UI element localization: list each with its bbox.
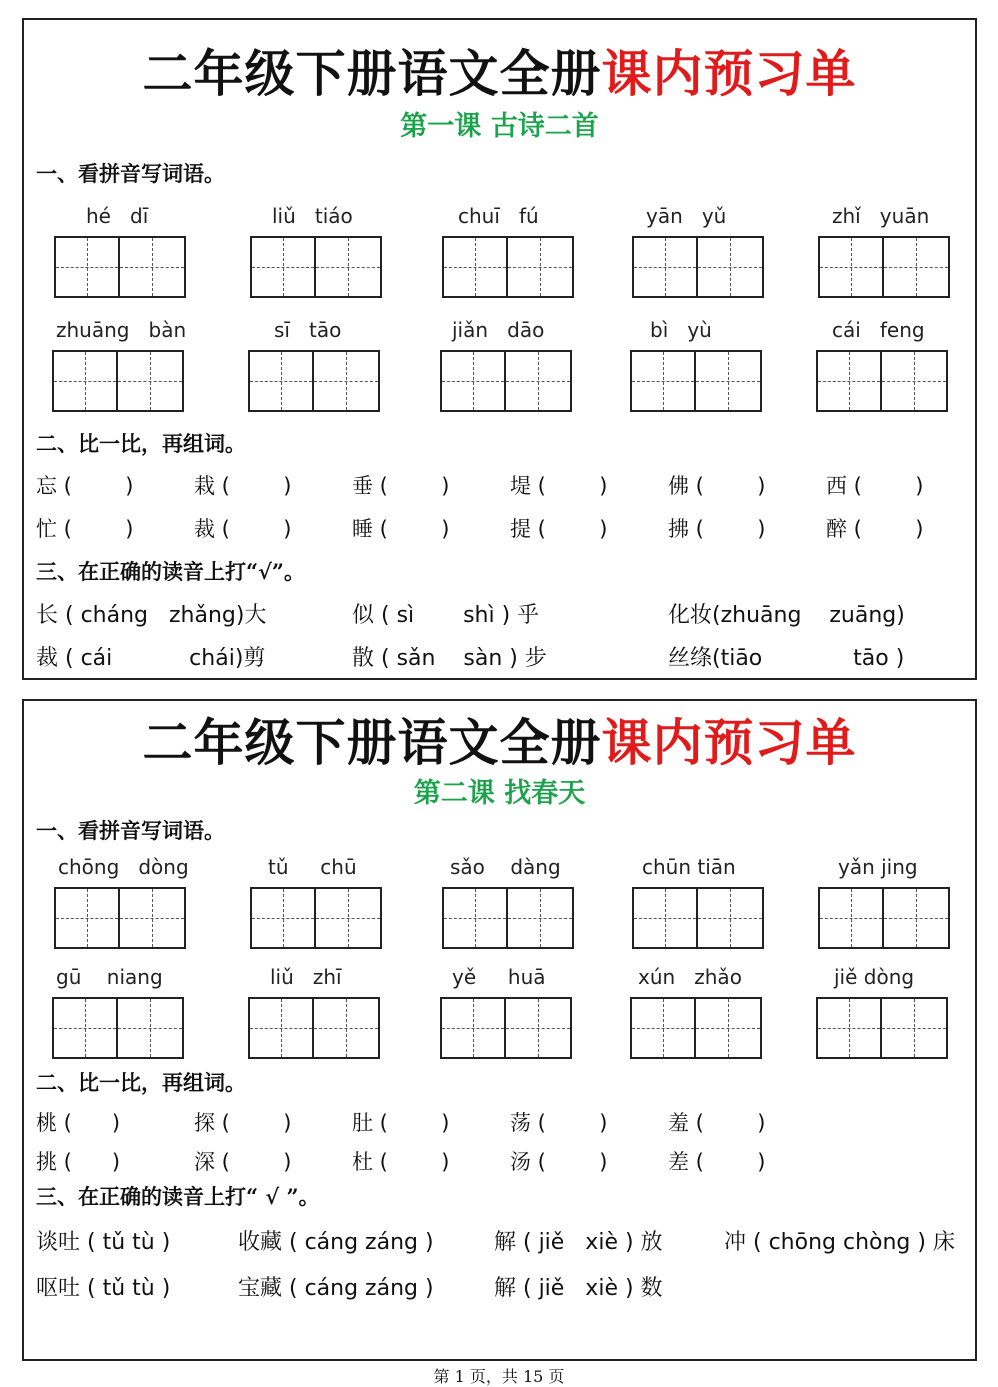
- title-red: 课内预习单: [601, 44, 857, 103]
- compare-item: 垂 ( ): [352, 474, 450, 498]
- writing-box[interactable]: [248, 997, 314, 1059]
- writing-box[interactable]: [314, 997, 380, 1059]
- word-cell: [250, 855, 386, 949]
- writing-box[interactable]: [882, 997, 948, 1059]
- writing-box[interactable]: [698, 236, 764, 298]
- lesson-card-2: [22, 699, 977, 1361]
- writing-box[interactable]: [884, 236, 950, 298]
- compare-item: 探 ( ): [194, 1111, 292, 1135]
- compare-item: 佛 ( ): [668, 474, 766, 498]
- word-cell: [52, 318, 188, 412]
- pinyin-label: chūn tiān: [642, 855, 736, 879]
- page-footer: 第 1 页，共 15 页: [433, 1367, 565, 1386]
- writing-box[interactable]: [696, 350, 762, 412]
- pronunciation-choice[interactable]: 散 ( sǎn sàn ) 步: [352, 646, 547, 671]
- word-cell: [440, 318, 576, 412]
- writing-box[interactable]: [696, 997, 762, 1059]
- title-black: 二年级下册语文全册: [142, 44, 602, 103]
- writing-box[interactable]: [250, 887, 316, 949]
- pronunciation-choice[interactable]: 似 ( sì shì ) 乎: [352, 603, 540, 628]
- word-cell: [248, 965, 384, 1059]
- compare-item: 忙 ( ): [36, 517, 134, 541]
- writing-box[interactable]: [630, 997, 696, 1059]
- pinyin-label: gū niang: [56, 965, 163, 989]
- writing-box[interactable]: [632, 236, 698, 298]
- writing-box[interactable]: [630, 350, 696, 412]
- section-heading: 一、看拼音写词语。: [36, 161, 225, 186]
- section-heading: 三、在正确的读音上打“√”。: [36, 559, 305, 584]
- pronunciation-choice[interactable]: 丝绦(tiāo tāo ): [668, 646, 905, 671]
- pinyin-label: chōng dòng: [58, 855, 189, 879]
- compare-item: 栽 ( ): [194, 474, 292, 498]
- writing-box[interactable]: [440, 350, 506, 412]
- lesson-title: 第一课 古诗二首: [400, 111, 599, 142]
- writing-box[interactable]: [442, 236, 508, 298]
- writing-box[interactable]: [884, 887, 950, 949]
- compare-item: 羞 ( ): [668, 1111, 766, 1135]
- writing-box[interactable]: [442, 887, 508, 949]
- word-cell: [248, 318, 384, 412]
- pronunciation-choice[interactable]: 长 ( cháng zhǎng)大: [36, 603, 267, 628]
- compare-item: 挑 ( ): [36, 1150, 121, 1174]
- lesson-title: 第二课 找春天: [413, 778, 586, 809]
- word-cell: [440, 965, 576, 1059]
- pronunciation-choice[interactable]: 解 ( jiě xiè ) 数: [494, 1276, 663, 1301]
- pinyin-label: liǔ tiáo: [272, 204, 353, 228]
- writing-box[interactable]: [54, 887, 120, 949]
- writing-box[interactable]: [54, 236, 120, 298]
- word-cell: [818, 204, 954, 298]
- writing-box[interactable]: [818, 887, 884, 949]
- compare-item: 杜 ( ): [352, 1150, 450, 1174]
- pronunciation-choice[interactable]: 解 ( jiě xiè ) 放: [494, 1230, 663, 1255]
- section-heading: 一、看拼音写词语。: [36, 818, 225, 843]
- pinyin-label: zhǐ yuān: [832, 204, 930, 228]
- pinyin-label: yǎn jing: [838, 855, 918, 879]
- pinyin-label: jiǎn dāo: [452, 318, 545, 342]
- compare-item: 荡 ( ): [510, 1111, 608, 1135]
- compare-item: 忘 ( ): [36, 474, 134, 498]
- compare-item: 汤 ( ): [510, 1150, 608, 1174]
- word-cell: [250, 204, 386, 298]
- pinyin-label: sǎo dàng: [450, 855, 561, 879]
- compare-item: 睡 ( ): [352, 517, 450, 541]
- word-cell: [52, 965, 188, 1059]
- pinyin-label: bì yù: [650, 318, 712, 342]
- compare-item: 肚 ( ): [352, 1111, 450, 1135]
- compare-item: 差 ( ): [668, 1150, 766, 1174]
- writing-box[interactable]: [506, 997, 572, 1059]
- writing-box[interactable]: [314, 350, 380, 412]
- writing-box[interactable]: [316, 887, 382, 949]
- compare-item: 桃 ( ): [36, 1111, 121, 1135]
- lesson-card-1: [22, 18, 977, 680]
- compare-item: 裁 ( ): [194, 517, 292, 541]
- pronunciation-choice[interactable]: 裁 ( cái chái)剪: [36, 646, 266, 671]
- pronunciation-choice[interactable]: 呕吐 ( tǔ tù ): [36, 1276, 171, 1301]
- writing-box[interactable]: [118, 350, 184, 412]
- word-cell: [632, 855, 768, 949]
- word-cell: [816, 965, 952, 1059]
- writing-box[interactable]: [508, 887, 574, 949]
- compare-item: 提 ( ): [510, 517, 608, 541]
- writing-box[interactable]: [882, 350, 948, 412]
- section-heading: 二、比一比，再组词。: [36, 1070, 246, 1095]
- writing-box[interactable]: [440, 997, 506, 1059]
- writing-box[interactable]: [248, 350, 314, 412]
- section-heading: 二、比一比，再组词。: [36, 431, 246, 456]
- word-cell: [818, 855, 954, 949]
- writing-box[interactable]: [632, 887, 698, 949]
- word-cell: [442, 204, 578, 298]
- writing-box[interactable]: [120, 236, 186, 298]
- pinyin-label: jiě dòng: [834, 965, 915, 989]
- word-cell: [632, 204, 768, 298]
- writing-box[interactable]: [316, 236, 382, 298]
- pinyin-label: yān yǔ: [646, 204, 727, 228]
- pronunciation-choice[interactable]: 谈吐 ( tǔ tù ): [36, 1230, 171, 1255]
- writing-box[interactable]: [816, 350, 882, 412]
- pinyin-label: liǔ zhī: [270, 965, 342, 989]
- writing-box[interactable]: [508, 236, 574, 298]
- pronunciation-choice[interactable]: 收藏 ( cáng záng ): [238, 1230, 434, 1255]
- word-cell: [54, 204, 190, 298]
- pinyin-label: yě huā: [452, 965, 546, 989]
- word-cell: [630, 965, 766, 1059]
- writing-box[interactable]: [818, 236, 884, 298]
- main-title: [24, 34, 975, 106]
- word-cell: [442, 855, 578, 949]
- writing-box[interactable]: [250, 236, 316, 298]
- title-red: 课内预习单: [601, 713, 857, 772]
- writing-box[interactable]: [120, 887, 186, 949]
- compare-item: 醉 ( ): [826, 517, 924, 541]
- writing-box[interactable]: [52, 997, 118, 1059]
- writing-box[interactable]: [816, 997, 882, 1059]
- pronunciation-choice[interactable]: 冲 ( chōng chòng ) 床: [724, 1230, 955, 1255]
- pinyin-label: xún zhǎo: [638, 965, 742, 989]
- pinyin-label: cái feng: [832, 318, 925, 342]
- pinyin-label: zhuāng bàn: [56, 318, 187, 342]
- writing-box[interactable]: [698, 887, 764, 949]
- pinyin-label: hé dī: [86, 204, 149, 228]
- writing-box[interactable]: [118, 997, 184, 1059]
- title-black: 二年级下册语文全册: [142, 713, 602, 772]
- writing-box[interactable]: [52, 350, 118, 412]
- pronunciation-choice[interactable]: 化妆(zhuāng zuāng): [668, 603, 905, 628]
- pronunciation-choice[interactable]: 宝藏 ( cáng záng ): [238, 1276, 434, 1301]
- compare-item: 深 ( ): [194, 1150, 292, 1174]
- compare-item: 堤 ( ): [510, 474, 608, 498]
- pinyin-label: chuī fú: [458, 204, 539, 228]
- pinyin-label: sī tāo: [274, 318, 342, 342]
- pinyin-label: tǔ chū: [268, 855, 357, 879]
- word-cell: [630, 318, 766, 412]
- writing-box[interactable]: [506, 350, 572, 412]
- section-heading: 三、在正确的读音上打“ √ ”。: [36, 1184, 320, 1209]
- word-cell: [816, 318, 952, 412]
- word-cell: [54, 855, 190, 949]
- main-title: [24, 703, 975, 775]
- compare-item: 拂 ( ): [668, 517, 766, 541]
- compare-item: 西 ( ): [826, 474, 924, 498]
